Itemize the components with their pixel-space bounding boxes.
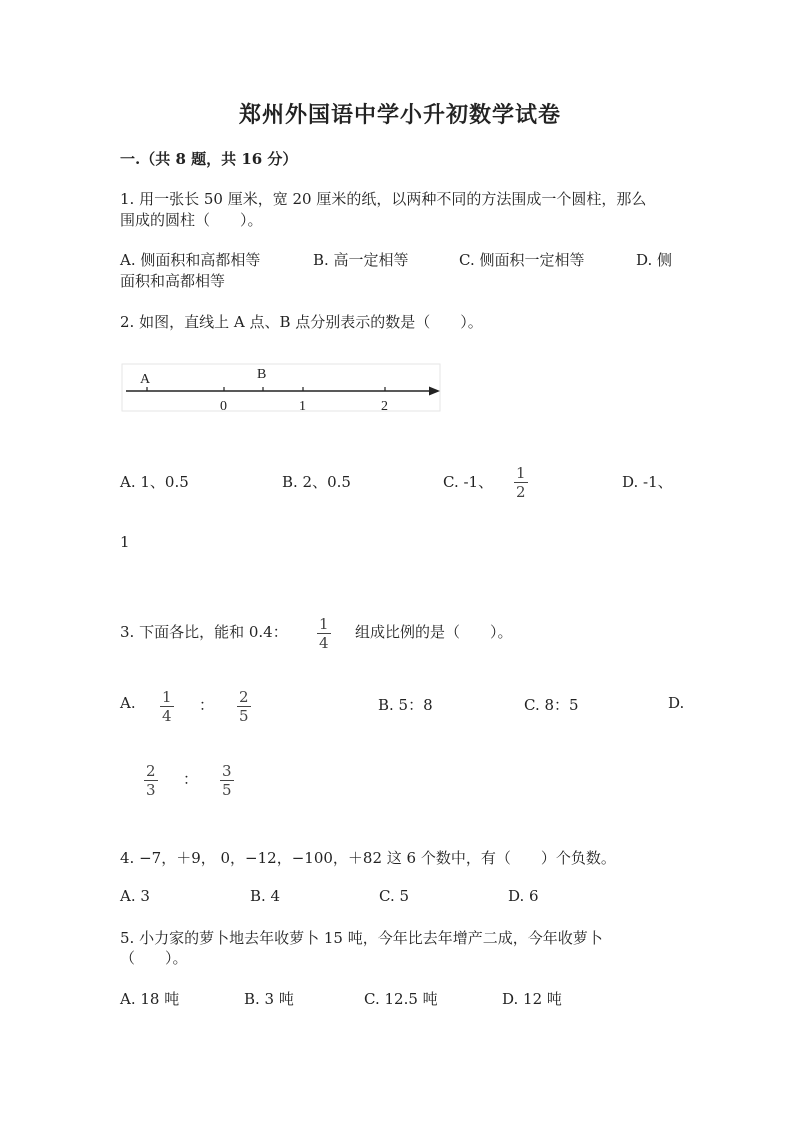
label-a: A — [140, 372, 151, 387]
question-1-line-1: 1. 用一张长 50 厘米，宽 20 厘米的纸，以两种不同的方法围成一个圆柱，那么 — [120, 190, 647, 208]
question-3-option-b: B. 5：8 — [378, 696, 433, 714]
question-3-option-c: C. 8：5 — [524, 696, 579, 714]
tick-label-1: 1 — [299, 399, 306, 414]
page-title: 郑州外国语中学小升初数学试卷 — [238, 102, 561, 128]
fraction-numerator: 3 — [222, 762, 232, 780]
question-5-option-d: D. 12 吨 — [502, 990, 562, 1008]
fraction-numerator: 1 — [162, 688, 172, 706]
fraction-denominator: 3 — [146, 781, 156, 799]
question-3-option-d-fraction-1 — [144, 762, 158, 799]
fraction-denominator: 2 — [516, 483, 526, 501]
question-1-option-a: A. 侧面积和高都相等 — [120, 251, 261, 269]
question-2-option-c: C. -1、 — [443, 473, 494, 491]
question-3-option-d-colon: ： — [183, 770, 199, 788]
question-3-option-a: A. — [120, 694, 136, 712]
question-2-option-a: A. 1、0.5 — [120, 473, 189, 491]
question-1-option-d: D. 侧 — [636, 251, 673, 269]
question-2-text: 2. 如图，直线上 A 点、B 点分别表示的数是（ ）。 — [120, 313, 483, 331]
fraction-numerator: 2 — [239, 688, 249, 706]
fraction-denominator: 4 — [319, 634, 329, 652]
question-3-text-after: 组成比例的是（ ）。 — [355, 623, 513, 641]
question-2-option-d: D. -1、 — [622, 473, 673, 491]
question-4-text: 4. −7，＋9， 0，−12，−100，＋82 这 6 个数中，有（ ）个负数。 — [120, 849, 616, 867]
question-4-option-a: A. 3 — [120, 887, 150, 905]
question-4-option-b: B. 4 — [250, 887, 281, 905]
question-2-option-d-continued: 1 — [120, 533, 130, 551]
question-1-option-d-continued: 面积和高都相等 — [120, 272, 226, 290]
label-b: B — [257, 367, 267, 382]
question-1-option-b: B. 高一定相等 — [313, 251, 409, 269]
question-3-option-d: D. — [668, 694, 685, 712]
question-4-option-d: D. 6 — [508, 887, 539, 905]
figure-border — [122, 364, 440, 411]
fraction-denominator: 5 — [222, 781, 232, 799]
tick-label-0: 0 — [220, 399, 227, 414]
question-5-option-a: A. 18 吨 — [120, 990, 180, 1008]
fraction-numerator: 1 — [516, 464, 526, 482]
question-4-option-c: C. 5 — [379, 887, 410, 905]
number-line-figure — [120, 362, 444, 414]
question-3-option-a-fraction-1 — [160, 688, 174, 725]
question-3-fraction — [317, 615, 331, 652]
question-2-option-c-fraction — [514, 464, 528, 501]
number-line-arrow — [429, 387, 440, 396]
fraction-numerator: 1 — [319, 615, 329, 633]
section-heading: 一.（共 8 题，共 16 分） — [120, 150, 298, 168]
question-2-option-b: B. 2、0.5 — [282, 473, 351, 491]
question-3-option-a-colon: ： — [199, 696, 215, 714]
fraction-denominator: 5 — [239, 707, 249, 725]
fraction-numerator: 2 — [146, 762, 156, 780]
question-3-option-d-fraction-2 — [220, 762, 234, 799]
fraction-denominator: 4 — [162, 707, 172, 725]
question-3-option-a-fraction-2 — [237, 688, 251, 725]
question-5-option-c: C. 12.5 吨 — [364, 990, 438, 1008]
question-5-option-b: B. 3 吨 — [244, 990, 294, 1008]
question-5-line-1: 5. 小力家的萝卜地去年收萝卜 15 吨，今年比去年增产二成，今年收萝卜 — [120, 929, 603, 947]
question-1-option-c: C. 侧面积一定相等 — [459, 251, 585, 269]
tick-label-2: 2 — [381, 399, 388, 414]
question-3-text-before: 3. 下面各比，能和 0.4： — [120, 623, 288, 641]
question-1-line-2: 围成的圆柱（ ）。 — [120, 211, 263, 229]
question-5-line-2: （ ）。 — [120, 949, 188, 967]
